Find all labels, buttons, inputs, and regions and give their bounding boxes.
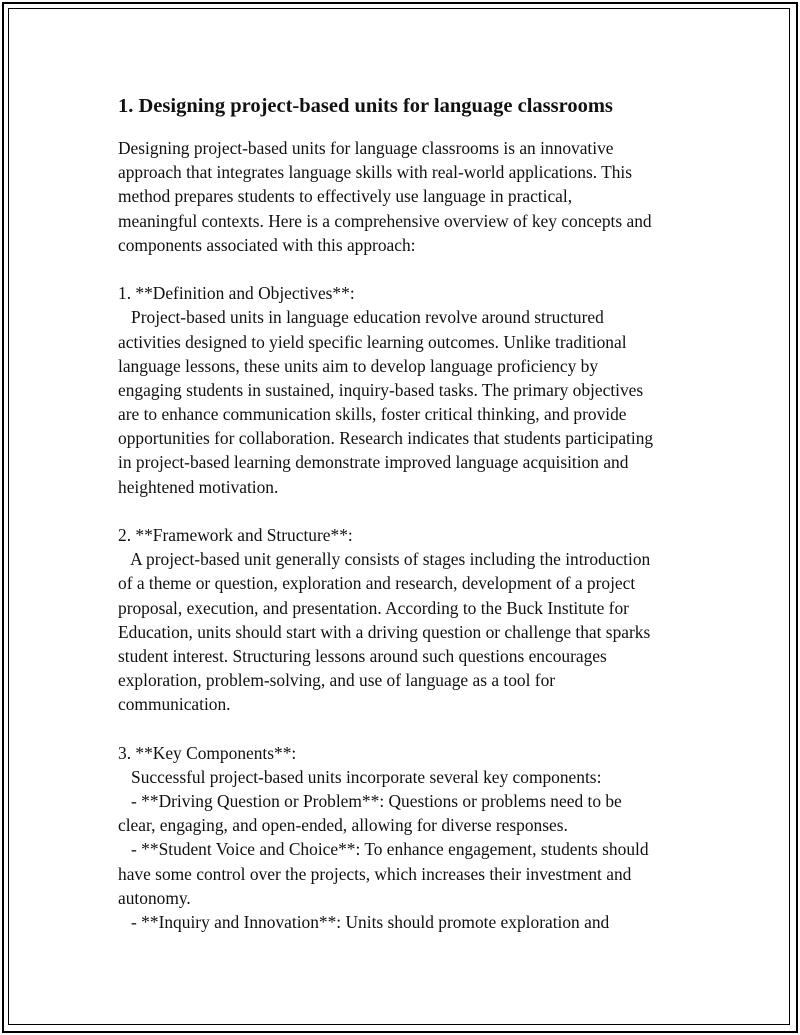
section-definition-objectives	[118, 281, 693, 499]
paragraph-gap	[118, 499, 693, 523]
text-line: of a theme or question, exploration and research, development of a project	[118, 573, 636, 594]
text-line: clear, engaging, and open-ended, allowing for diverse responses.	[118, 815, 568, 836]
text-line: meaningful contexts. Here is a comprehensive overview of key concepts and	[118, 210, 652, 231]
text-line: student interest. Structuring lessons around such questions encourages	[118, 645, 607, 666]
text-line: A project-based unit generally consists of stages including the introduction	[118, 549, 651, 570]
text-line: Successful project-based units incorporate several key components:	[118, 766, 602, 787]
text-line: Project-based units in language education revolve around structured	[118, 307, 604, 328]
text-line: language lessons, these units aim to develop language proficiency by	[118, 355, 599, 376]
text-line: autonomy.	[118, 887, 191, 908]
text-line: Designing project-based units for language classrooms is an innovative	[118, 138, 614, 158]
text-line: heightened motivation.	[118, 476, 279, 497]
text-line: approach that integrates language skills with real-world applications. This	[118, 162, 633, 183]
document-title: 1. Designing project-based units for language classrooms	[118, 95, 613, 117]
list-item-line: - **Inquiry and Innovation**: Units should promote exploration and	[118, 912, 610, 932]
text-line: in project-based learning demonstrate improved language acquisition and	[118, 452, 629, 473]
section-heading: 3. **Key Components**:	[118, 742, 297, 763]
paragraph-gap	[118, 717, 693, 741]
text-line: communication.	[118, 694, 231, 715]
document-body	[118, 92, 693, 934]
text-line: Education, units should start with a driving question or challenge that sparks	[118, 621, 651, 642]
section-heading: 1. **Definition and Objectives**:	[118, 283, 355, 304]
text-line: engaging students in sustained, inquiry-based tasks. The primary objectives	[118, 379, 644, 400]
paragraph-gap	[118, 257, 693, 281]
text-line: proposal, execution, and presentation. According to the Buck Institute for	[118, 597, 629, 618]
text-line: exploration, problem-solving, and use of language as a tool for	[118, 670, 556, 691]
section-framework-structure	[118, 523, 693, 717]
section-heading: 2. **Framework and Structure**:	[118, 525, 353, 545]
list-item-line: - **Student Voice and Choice**: To enhance engagement, students should	[118, 839, 649, 860]
section-key-components	[118, 741, 693, 935]
text-line: method prepares students to effectively use language in practical,	[118, 186, 573, 207]
text-line: opportunities for collaboration. Research indicates that students participating	[118, 428, 654, 449]
text-line: are to enhance communication skills, foster critical thinking, and provide	[118, 404, 627, 425]
text-line: components associated with this approach:	[118, 234, 416, 255]
text-line: have some control over the projects, which increases their investment and	[118, 863, 632, 884]
list-item-line: - **Driving Question or Problem**: Questions or problems need to be	[118, 791, 622, 812]
text-line: activities designed to yield specific learning outcomes. Unlike traditional	[118, 331, 627, 352]
intro-paragraph	[118, 136, 693, 257]
